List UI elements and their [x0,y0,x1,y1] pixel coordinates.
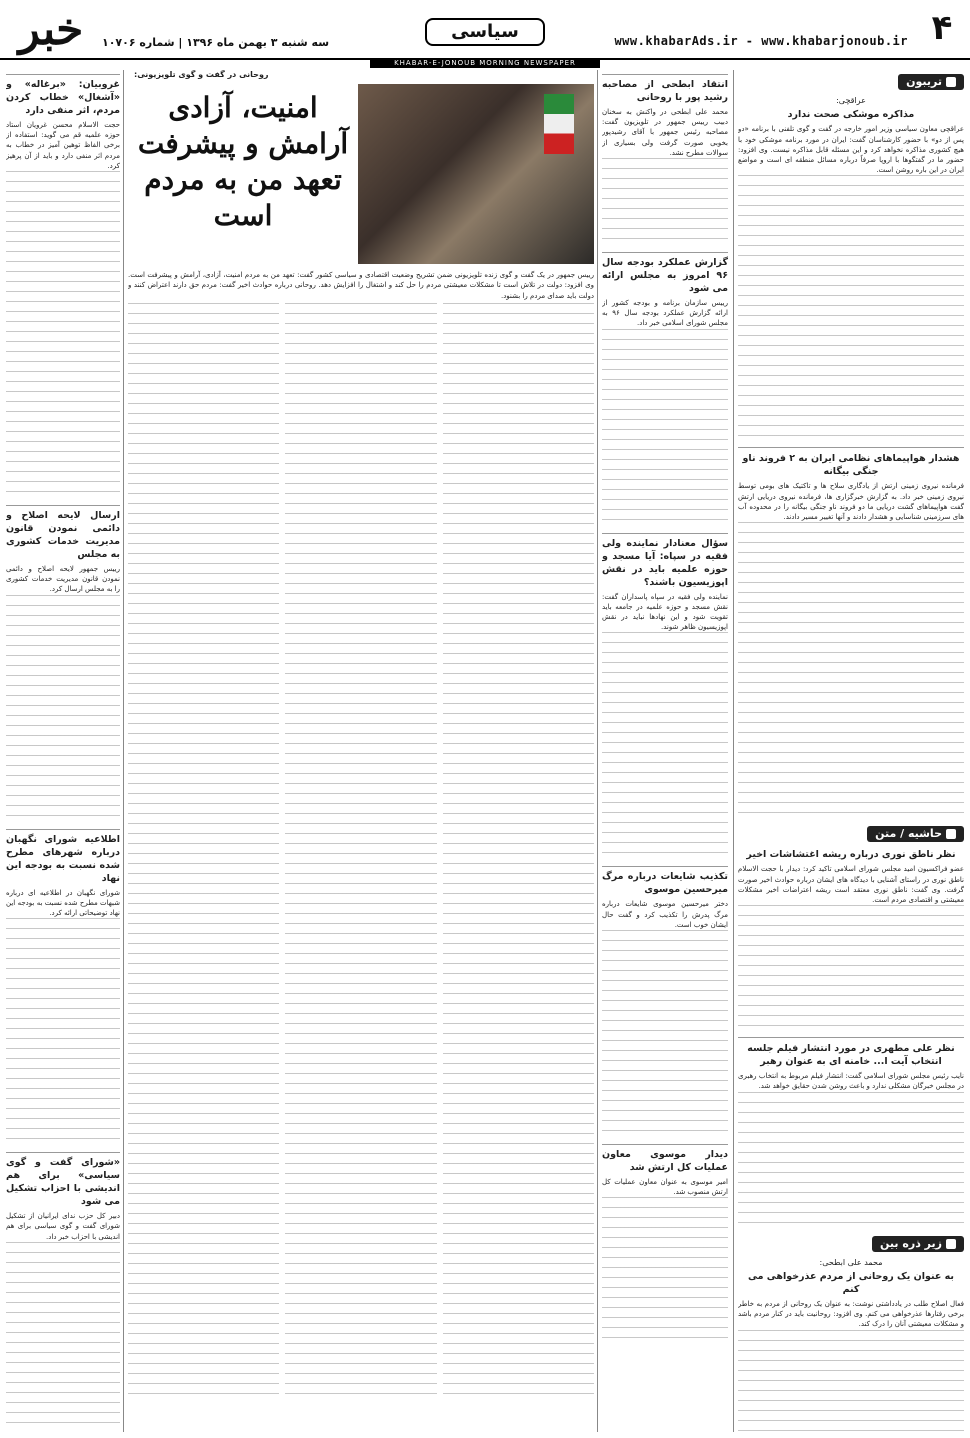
article-motahari-body: نایب رئیس مجلس شورای اسلامی گفت: انتشار فیلم مربوط به انتخاب رهبری در مجلس خبرگان مشکلی ندارد و باعث روشن شدن حقایق خواهد شد. [738,1072,964,1091]
issue-dateline: سه شنبه ۳ بهمن ماه ۱۳۹۶ | شماره ۱۰۷۰۶ [102,36,330,49]
article-warships-body: فرمانده نیروی زمینی ارتش از یادگاری سلاح ها و تاکتیک های بومی توسط نیروی زمینی خبر داد. به گزارش خبرگزاری ها، فرمانده نیروی دریایی ارتش گفت هواپیماهای گشت دریایی ما دو فروند ناو جنگی بیگانه را در محدوده آب های سرزمینی شناسایی و هشدار دادند و آنها تغییر مسیر دادند. [738,482,964,522]
article-budget-headline: گزارش عملکرد بودجه سال ۹۶ امروز به مجلس ارائه می شود [602,252,728,295]
box-margin-headline: نظر ناطق نوری درباره ریشه اغتشاشات اخیر [746,849,956,861]
article-council-body: دبیر کل حزب ندای ایرانیان از تشکیل شورای گفت و گوی سیاسی برای هم اندیشی با احزاب خبر داد. [6,1212,120,1241]
box-tribune-kicker: عراقچی: [836,96,866,106]
box-margin-header: حاشیه / متن [867,826,964,842]
box-tribune-body: عراقچی معاون سیاسی وزیر امور خارجه در گفت و گوی تلفنی با برنامه «دو پس از دو» با حضور کارشناسان گفت: ایران در مورد برنامه موشکی خود با هیچ کشوری مذاکره نخواهد کرد و این مسئله قابل مذاکره نیست. وی افزود: حضور ما در گفتگوها با اروپا صرفاً درباره مسائل منطقه ای است و مواضع ایران در این باره روشن است. [738,125,964,175]
box-margin-body: عضو فراکسیون امید مجلس شورای اسلامی تاکید کرد: دیدار با حجت الاسلام ناطق نوری در راستای آشنایی با دیدگاه های ایشان درباره حوادث اخیر صورت گرفت. وی گفت: ناطق نوری معتقد است ریشه اعتراضات اخیر مشکلات معیشتی و اقتصادی مردم است. [738,865,964,905]
box-microscope-body: فعال اصلاح طلب در یادداشتی نوشت: به عنوان یک روحانی از مردم به خاطر برخی رفتارها عذرخواهی می کنم. وی افزود: روحانیت باید در کنار مردم باشد و مشکلات معیشتی آنان را درک کند. [738,1300,964,1329]
article-army-text-lines [602,1197,728,1347]
feature-col-1 [443,303,594,1403]
article-mousavi-body: دختر میرحسین موسوی شایعات درباره مرگ پدرش را تکذیب کرد و گفت حال ایشان خوب است. [602,900,728,929]
site-url[interactable]: www.khabarAds.ir - www.khabarjonoub.ir [614,34,908,48]
flag-icon [544,94,574,154]
feature-top [128,84,594,264]
article-gharavian-body: حجت الاسلام محسن غرویان استاد حوزه علمیه قم می گوید: استفاده از برخی الفاظ توهین آمیز در خطاب به مردم اثر منفی دارد و باید از آن پرهیز کرد. [6,121,120,170]
column-left [6,70,120,1432]
margin-icon [946,829,956,839]
article-budget-text-lines [602,329,728,529]
box-tribune-header: تریبون [898,74,964,90]
article-sepah-text-lines [602,632,728,862]
article-abtahi-headline: انتقاد ابطحی از مصاحبه رشید پور با روحانی [602,74,728,104]
article-gharavian-headline: غروبیان: «برغاله» و «آشغال» خطاب کردن مردم، اثر منفی دارد [6,74,120,117]
feature-title: امنیت، آزادی آرامش و پیشرفت تعهد من به مردم است [137,91,349,233]
article-gharavian-text-lines [6,171,120,501]
box-microscope-headline: به عنوان یک روحانی از مردم عذرخواهی می کنم [748,1271,954,1296]
column-right [738,70,964,1432]
feature-col-3 [128,303,279,1403]
section-title: سیاسی [425,18,545,46]
box-tribune-headline: مذاکره موشکی صحت ندارد [787,109,915,121]
article-motahari-text-lines [738,1092,964,1232]
article-guardian-body: شورای نگهبان در اطلاعیه ای درباره شبهات مطرح شده نسبت به بودجه این نهاد توضیحاتی ارائه کرد. [6,888,120,918]
column-divider [733,70,734,1432]
interview-photo [358,84,594,264]
article-guardian-headline: اطلاعیه شورای نگهبان درباره شهرهای مطرح شده نسبت به بودجه این نهاد [6,829,120,885]
feature-columns [128,303,594,1403]
article-sepah-body: نماینده ولی فقیه در سپاه پاسداران گفت: نقش مسجد و حوزه علمیه در جامعه باید تقویت شود و این نهادها نباید در نقش اپوزیسیون ظاهر شوند. [602,592,728,632]
box-microscope-kicker: محمد علی ابطحی: [819,1257,883,1267]
box-margin-text-lines [738,905,964,1035]
feature-article [128,70,594,1432]
feature-col-2 [285,303,436,1403]
article-council-headline: «شورای گفت و گوی سیاسی» برای هم اندیشی با احزاب تشکیل می شود [6,1152,120,1208]
article-council-text-lines [6,1242,120,1432]
box-microscope-text-lines [738,1330,964,1432]
article-warships-headline: هشدار هواپیماهای نظامی ایران به ۲ فروند ناو جنگی بیگانه [738,447,964,478]
article-bill-headline: ارسال لایحه اصلاح و دائمی نمودن قانون مدیریت خدمات کشوری به مجلس [6,505,120,561]
article-warships-text-lines [738,522,964,822]
box-microscope-header: زیر ذره بین [872,1236,964,1252]
newspaper-ribbon: KHABAR-E-JONOUB MORNING NEWSPAPER [370,58,600,68]
page-number: ۴ [931,8,953,48]
article-sepah-headline: سؤال معنادار نماینده ولی فقیه در سپاه: آیا مسجد و حوزه علمیه باید در نقش اپوزیسیون باشند؟ [602,533,728,589]
article-bill-text-lines [6,595,120,825]
article-mousavi-headline: تکذیب شایعات درباره مرگ میرحسین موسوی [602,866,728,896]
feature-title-box [128,84,358,264]
article-mousavi-text-lines [602,930,728,1140]
feature-body: رییس جمهور در یک گفت و گوی زنده تلویزیونی ضمن تشریح وضعیت اقتصادی و سیاسی کشور گفت: تعهد من به مردم امنیت، آزادی، آرامش و پیشرفت است. وی افزود: دولت در تلاش است تا مشکلات معیشتی مردم را حل کند و اشتغال را افزایش دهد. روحانی درباره حوادث اخیر گفت: مردم حق دارند اعتراض کنند و دولت باید صدای مردم را بشنود. [128,271,594,300]
column-second [602,70,728,1432]
article-guardian-text-lines [6,918,120,1148]
article-army-body: امیر موسوی به عنوان معاون عملیات کل ارتش منصوب شد. [602,1178,728,1197]
article-motahari-headline: نظر علی مطهری در مورد انتشار فیلم جلسه انتخاب آیت ا... خامنه ای به عنوان رهبر [738,1037,964,1068]
column-divider [597,70,598,1432]
microscope-icon [946,1239,956,1249]
column-divider [123,70,124,1432]
newspaper-logo: خبر [18,4,84,55]
article-bill-body: رییس جمهور لایحه اصلاح و دائمی نمودن قانون مدیریت خدمات کشوری را به مجلس ارسال کرد. [6,565,120,594]
article-abtahi-text-lines [602,158,728,248]
article-army-headline: دیدار موسوی معاون عملیات کل ارتش شد [602,1144,728,1174]
article-abtahi-body: محمد علی ابطحی در واکنش به سخنان دبیب رییس جمهور در تلویزیون گفت: مصاحبه رئیس جمهور با آقای رشیدپور بخوبی صورت گرفت ولی بسیاری از سوالات مطرح نشد. [602,108,728,157]
article-budget-body: رییس سازمان برنامه و بودجه کشور از ارائه گزارش عملکرد بودجه سال ۹۶ به مجلس شورای اسلامی خبر داد. [602,299,728,328]
tribune-icon [946,77,956,87]
masthead [0,0,970,60]
box-tribune-text-lines [738,175,964,445]
feature-kicker: روحانی در گفت و گوی تلویزیونی: [134,70,269,79]
